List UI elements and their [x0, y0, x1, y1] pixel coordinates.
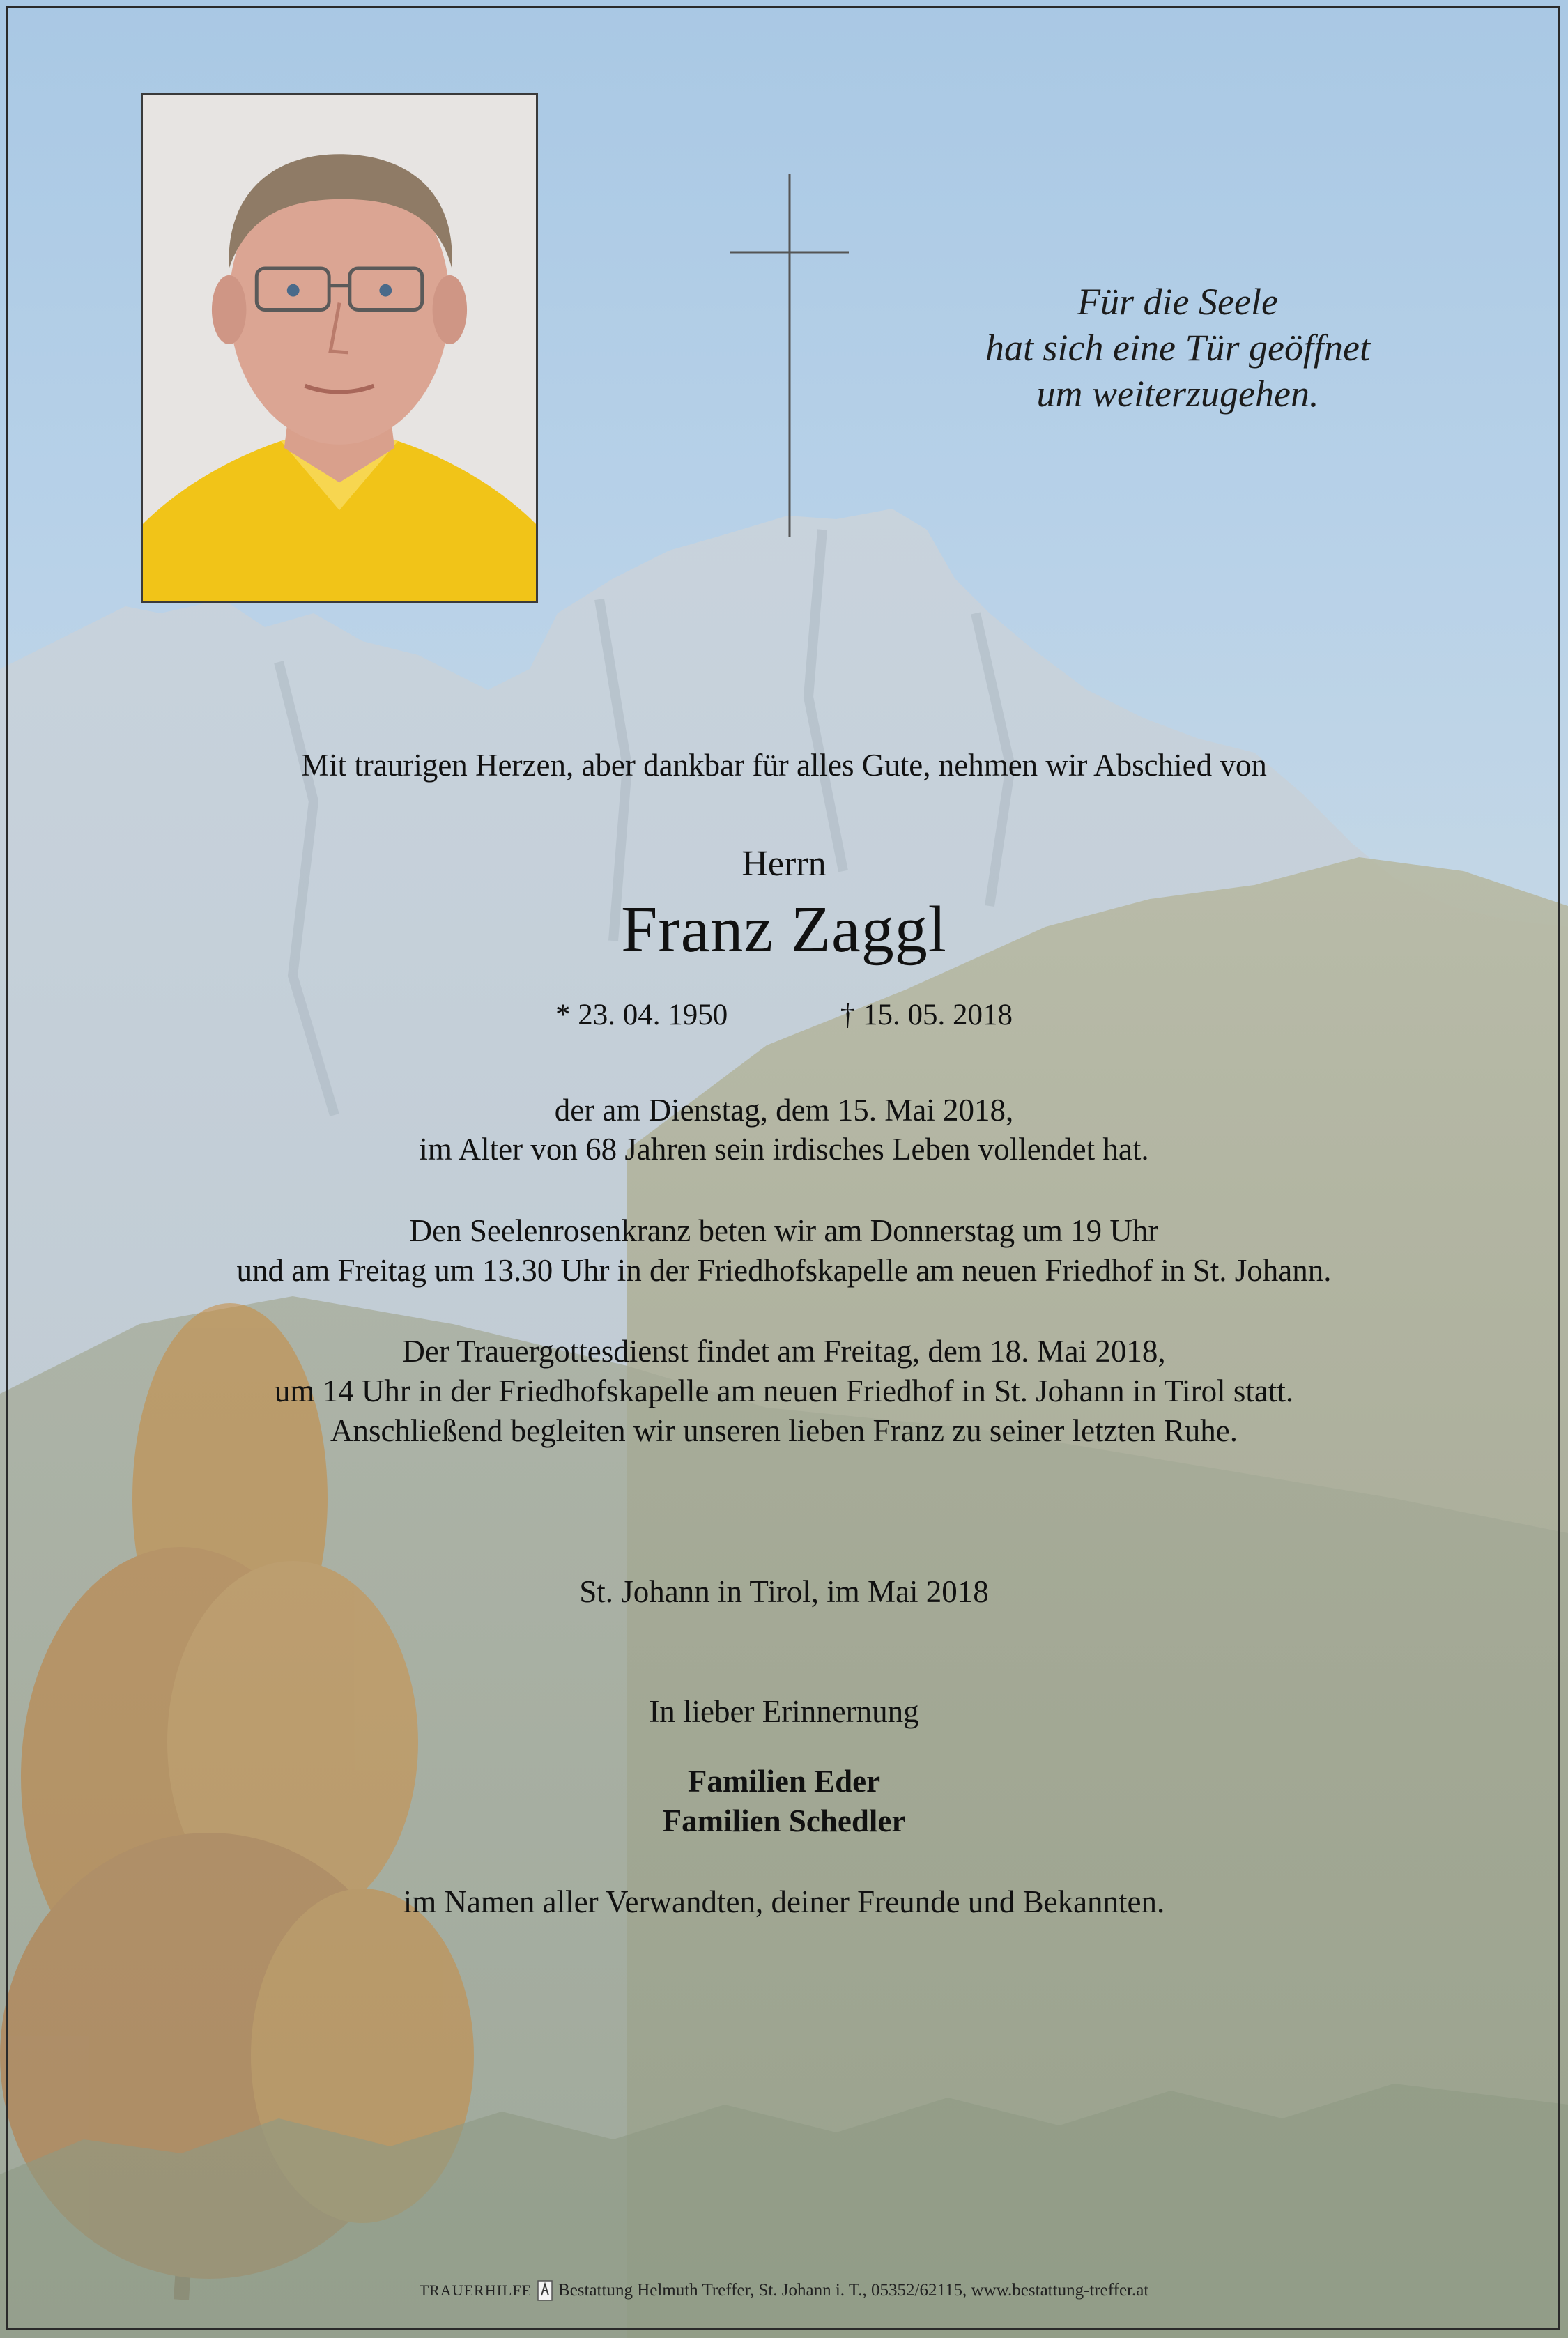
memory-text: In lieber Erinnernung: [649, 1694, 919, 1729]
passing-line-2: im Alter von 68 Jahren sein irdisches Leben vollendet hat.: [419, 1132, 1149, 1167]
footer: [0, 2280, 1568, 2301]
footer-brand: TRAUERHILFE: [419, 2282, 532, 2299]
birth-date: * 23. 04. 1950: [555, 999, 728, 1031]
quote-line: um weiterzugehen.: [1036, 373, 1319, 415]
portrait-photo: [141, 93, 538, 603]
cross-icon: [730, 174, 849, 537]
funeral-line-2: um 14 Uhr in der Friedhofskapelle am neuen Friedhof in St. Johann in Tirol statt.: [274, 1374, 1294, 1408]
deceased-name: Franz Zaggl: [621, 893, 947, 966]
relatives-text: im Namen aller Verwandten, deiner Freunde und Bekannten.: [403, 1884, 1165, 1919]
rosary-line-1: Den Seelenrosenkranz beten wir am Donnerstag um 19 Uhr: [409, 1213, 1159, 1248]
intro-text: Mit traurigen Herzen, aber dankbar für alles Gute, nehmen wir Abschied von: [301, 748, 1267, 783]
funeral-line-3: Anschließend begleiten wir unseren lieben Franz zu seiner letzten Ruhe.: [330, 1413, 1238, 1448]
footer-text: Bestattung Helmuth Treffer, St. Johann i. T., 05352/62115, www.bestattung-treffer.at: [558, 2281, 1149, 2300]
salutation: Herrn: [741, 844, 827, 884]
place-date: St. Johann in Tirol, im Mai 2018: [579, 1574, 989, 1609]
passing-line-1: der am Dienstag, dem 15. Mai 2018,: [554, 1093, 1014, 1128]
quote-line: hat sich eine Tür geöffnet: [985, 327, 1370, 369]
family-name: Familien Schedler: [662, 1804, 906, 1838]
rosary-line-2: und am Freitag um 13.30 Uhr in der Friedhofskapelle am neuen Friedhof in St. Johann.: [236, 1253, 1332, 1288]
funeral-line-1: Der Trauergottesdienst findet am Freitag, dem 18. Mai 2018,: [402, 1334, 1166, 1369]
life-dates: [0, 998, 1568, 1032]
death-date: † 15. 05. 2018: [840, 999, 1013, 1031]
memorial-quote: [906, 279, 1450, 417]
family-name: Familien Eder: [687, 1764, 881, 1799]
trauerhilfe-logo-icon: [537, 2280, 553, 2301]
quote-line: Für die Seele: [1077, 281, 1278, 323]
